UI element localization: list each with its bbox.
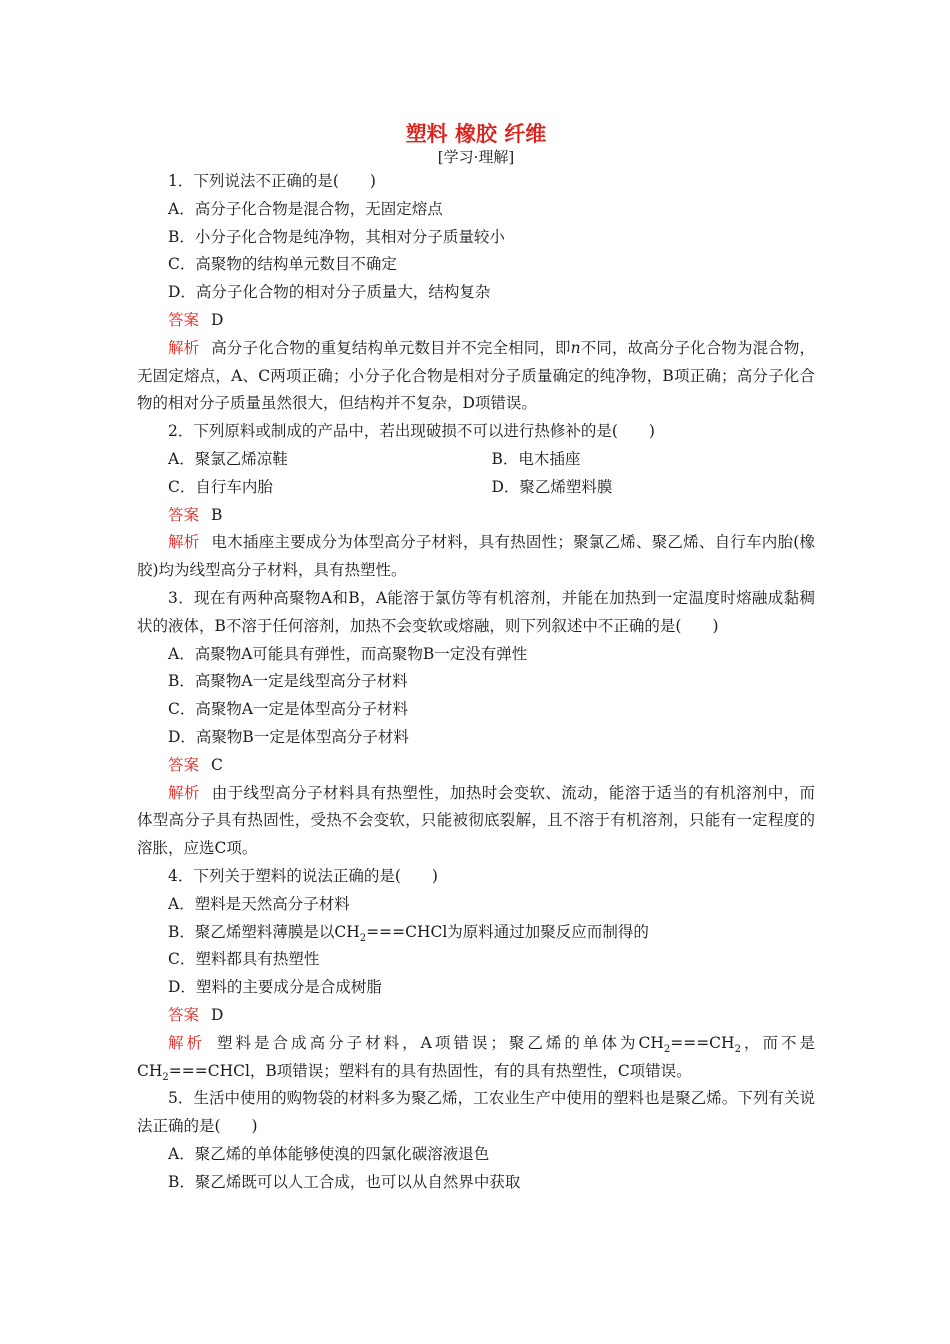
answer-label: 答案 [168, 310, 200, 329]
analysis-variable: n [570, 338, 581, 357]
question-3-answer [137, 752, 815, 780]
subscript: 2 [663, 1043, 671, 1055]
question-2-answer [137, 502, 815, 530]
answer-label: 答案 [168, 505, 200, 524]
section-subtitle: [学习·理解] [437, 148, 515, 166]
option-text: ===CHCl为原料通过加聚反应而制得的 [366, 922, 649, 941]
analysis-label: 解析 [168, 783, 200, 802]
analysis-text: 由于线型高分子材料具有热塑性，加热时会变软、流动，能溶于适当的有机溶剂中，而体型高分子具有热固性，受热不会变软，只能被彻底裂解，且不溶于有机溶剂，只能有一定程度的溶胀，应选C项。 [137, 783, 815, 858]
answer-label: 答案 [168, 1005, 200, 1024]
question-3-option-d: D．高聚物B一定是体型高分子材料 [168, 727, 409, 746]
answer-value: D [211, 1005, 224, 1024]
answer-value: C [211, 755, 223, 774]
question-4-answer [137, 1002, 815, 1030]
document-page [137, 118, 815, 1196]
analysis-text: ，而不是CH [137, 1033, 815, 1080]
analysis-text: 电木插座主要成分为体型高分子材料，具有热固性；聚氯乙烯、聚乙烯、自行车内胎(橡胶)均为线型高分子材料，具有热塑性。 [137, 533, 815, 580]
question-4-analysis [137, 1030, 815, 1086]
question-5-option-b: B．聚乙烯既可以人工合成，也可以从自然界中获取 [168, 1172, 521, 1191]
question-1-answer [137, 307, 815, 335]
question-3-analysis [137, 780, 815, 863]
question-2-option-b: B．电木插座 [491, 449, 581, 468]
option-text: B．聚乙烯塑料薄膜是以CH [168, 922, 360, 941]
question-2-option-a: A．聚氯乙烯凉鞋 [168, 449, 288, 468]
question-1-analysis [137, 335, 815, 418]
subscript: 2 [734, 1043, 741, 1055]
analysis-label: 解析 [168, 338, 200, 357]
question-4-stem: 4．下列关于塑料的说法正确的是( ) [168, 866, 438, 885]
question-1-option-a: A．高分子化合物是混合物，无固定熔点 [168, 199, 443, 218]
answer-value: B [211, 505, 223, 524]
question-4-option-d: D．塑料的主要成分是合成树脂 [168, 978, 382, 997]
question-1-option-d: D．高分子化合物的相对分子质量大，结构复杂 [168, 283, 491, 302]
question-2-analysis [137, 529, 815, 585]
analysis-text: 塑料是合成高分子材料，A项错误；聚乙烯的单体为CH [217, 1033, 664, 1052]
analysis-text: ===CH [670, 1033, 735, 1052]
question-1-stem: 1．下列说法不正确的是( ) [168, 172, 376, 190]
question-5-option-a: A．聚乙烯的单体能够使溴的四氯化碳溶液退色 [168, 1144, 490, 1163]
question-5-stem: 5．生活中使用的购物袋的材料多为聚乙烯，工农业生产中使用的塑料也是聚乙烯。下列有关说法正确的是( ) [137, 1089, 815, 1136]
question-2-option-d: D．聚乙烯塑料膜 [491, 477, 613, 496]
question-4-option-b [137, 919, 815, 947]
question-2-option-c: C．自行车内胎 [168, 477, 273, 496]
analysis-text: ===CHCl，B项错误；塑料有的具有热固性，有的具有热塑性，C项错误。 [168, 1061, 692, 1080]
question-3-option-c: C．高聚物A一定是体型高分子材料 [168, 700, 409, 719]
question-3-option-b: B．高聚物A一定是线型高分子材料 [168, 672, 408, 691]
question-4-option-a: A．塑料是天然高分子材料 [168, 894, 350, 913]
analysis-text: 高分子化合物的重复结构单元数目并不完全相同，即 [211, 338, 571, 357]
analysis-label: 解析 [168, 1033, 206, 1052]
analysis-label: 解析 [168, 533, 200, 552]
subscript: 2 [359, 932, 367, 944]
question-1-option-b: B．小分子化合物是纯净物，其相对分子质量较小 [168, 227, 505, 246]
question-2-stem: 2．下列原料或制成的产品中，若出现破损不可以进行热修补的是( ) [168, 422, 655, 441]
page-title: 塑料 橡胶 纤维 [405, 122, 547, 146]
question-2-options-row-1 [137, 446, 815, 474]
question-4-option-c: C．塑料都具有热塑性 [168, 950, 320, 969]
analysis-text: 不同，故高分子化合物为混合物，无固定熔点，A、C两项正确；小分子化合物是相对分子质量确定的纯净物，B项正确；高分子化合物的相对分子质量虽然很大，但结构并不复杂，D项错误。 [137, 338, 815, 413]
subscript: 2 [162, 1071, 169, 1083]
answer-label: 答案 [168, 755, 200, 774]
question-2-options-row-2 [137, 474, 815, 502]
answer-value: D [211, 310, 224, 329]
question-3-stem: 3．现在有两种高聚物A和B，A能溶于氯仿等有机溶剂，并能在加热到一定温度时熔融成黏稠状的液体，B不溶于任何溶剂，加热不会变软或熔融，则下列叙述中不正确的是( ) [137, 588, 815, 635]
question-3-option-a: A．高聚物A可能具有弹性，而高聚物B一定没有弹性 [168, 644, 528, 663]
question-1-option-c: C．高聚物的结构单元数目不确定 [168, 255, 397, 274]
